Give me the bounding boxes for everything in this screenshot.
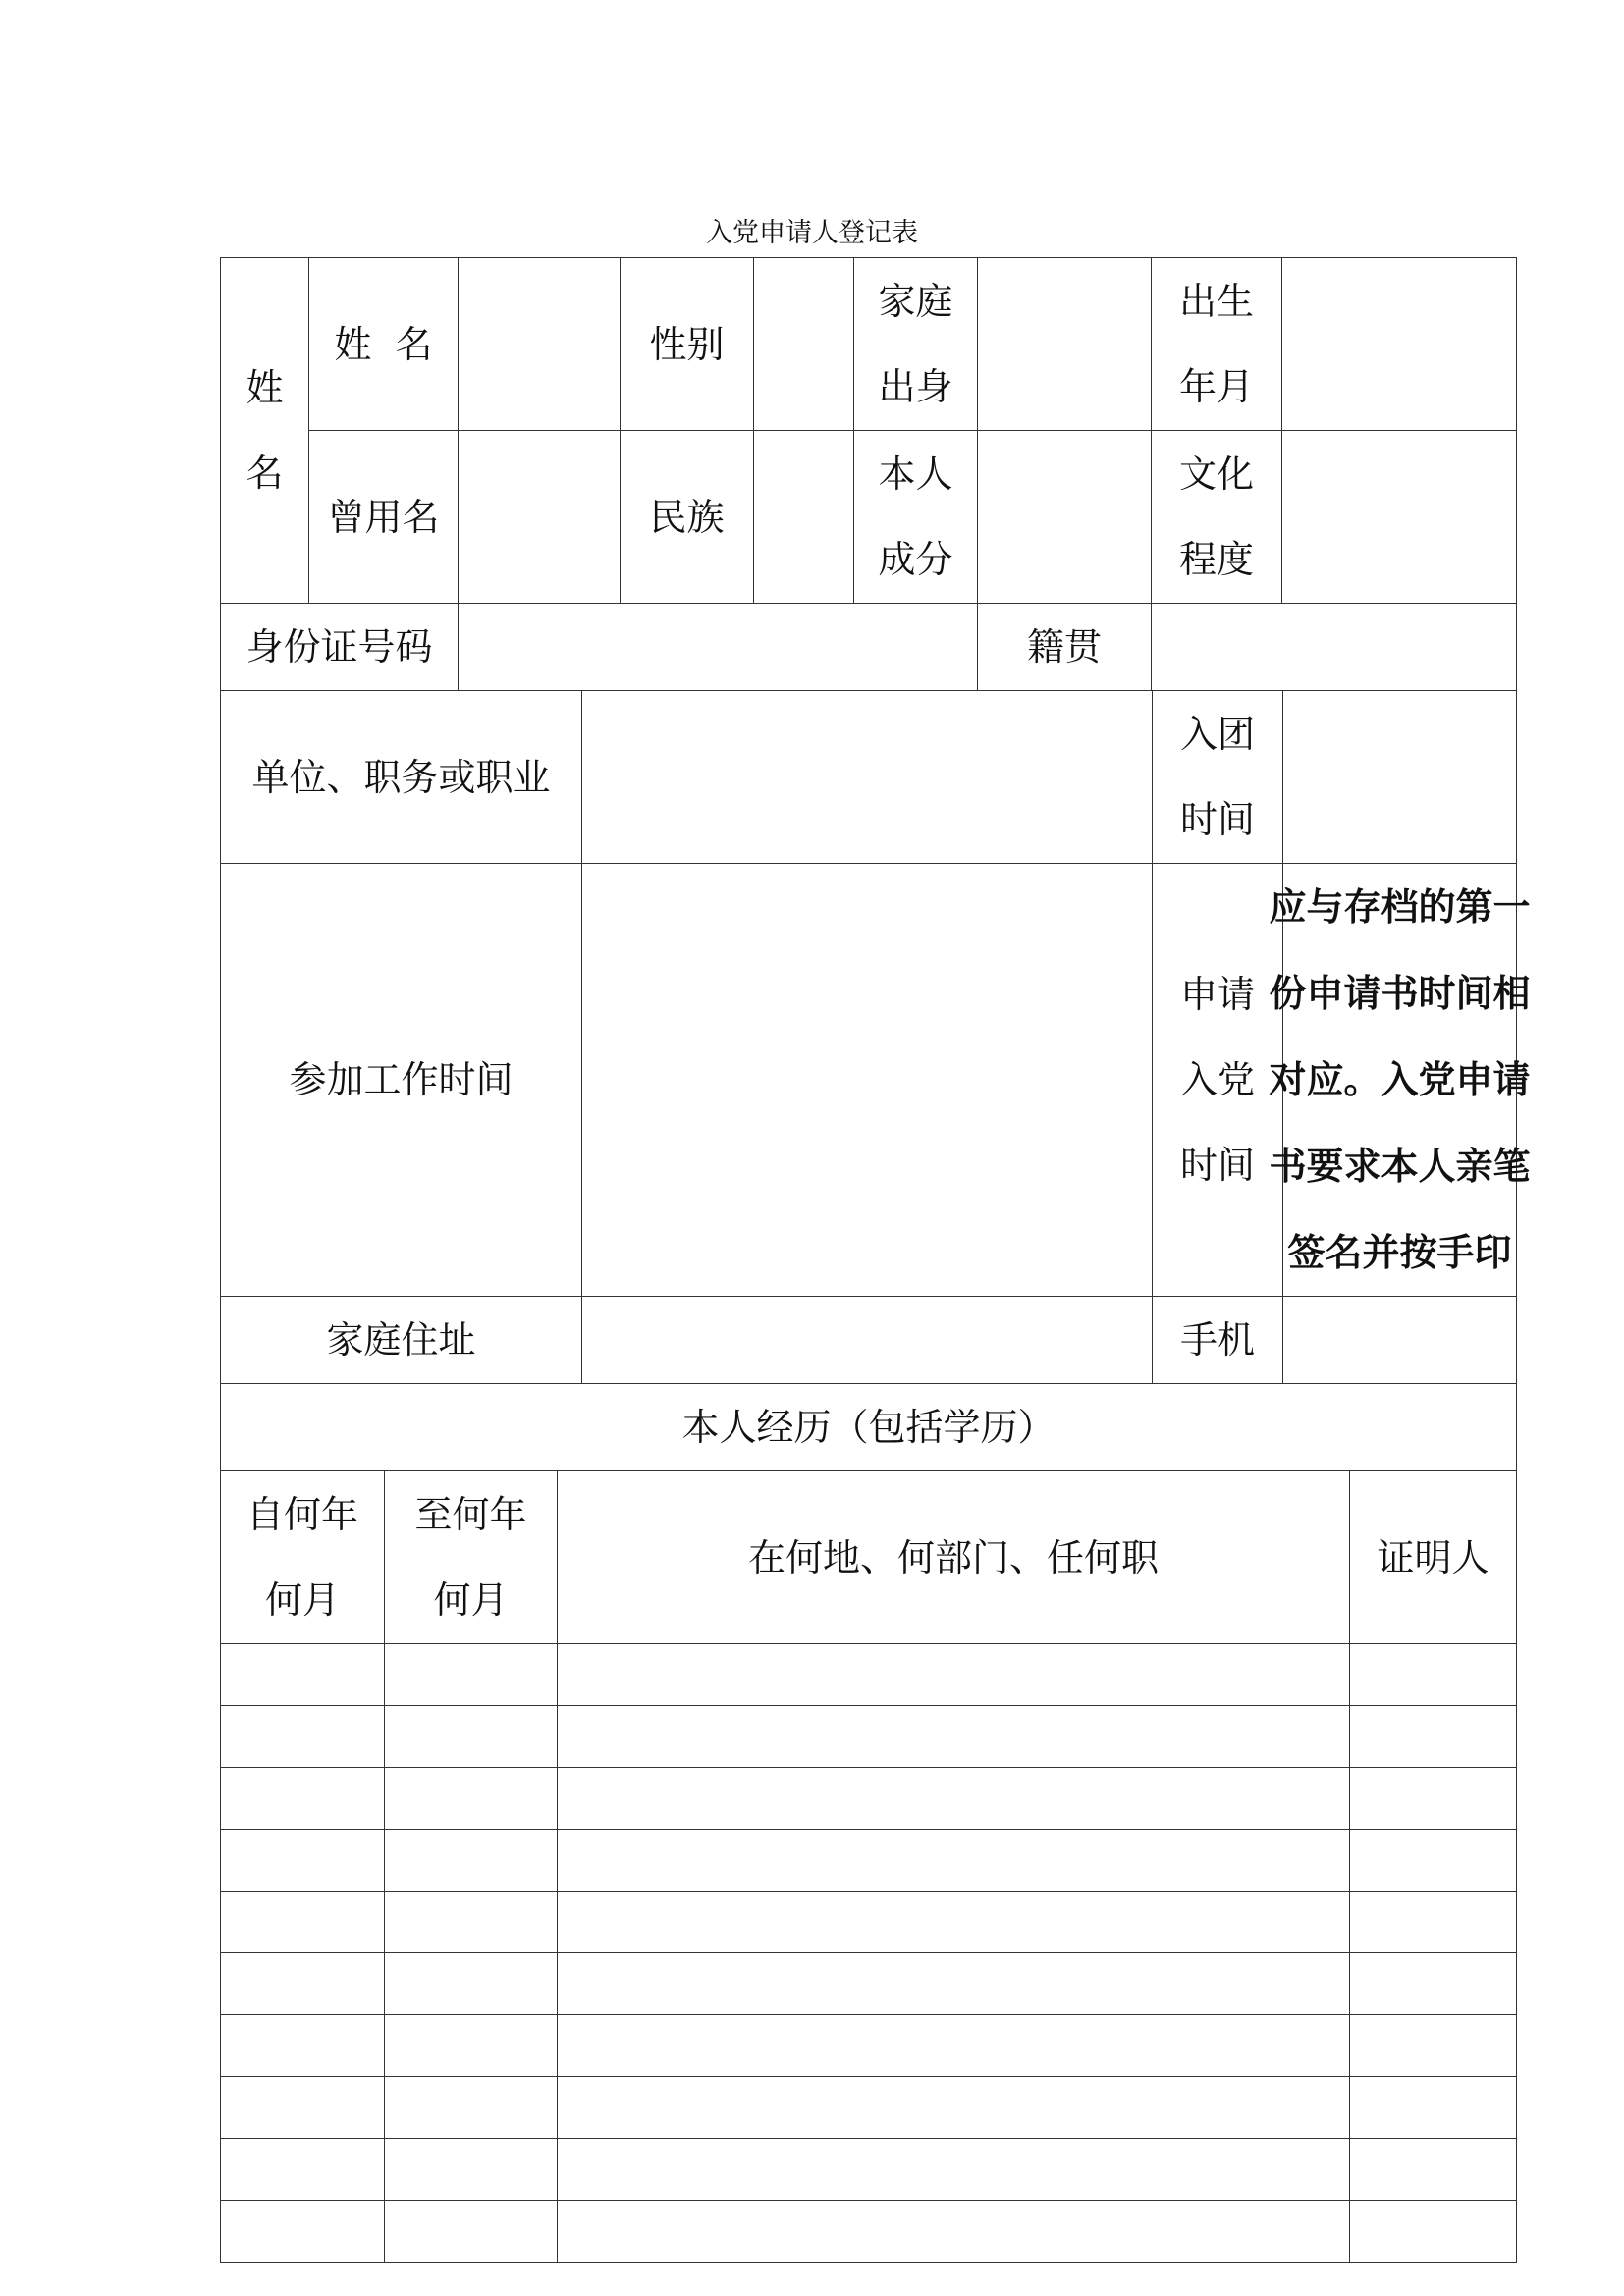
history-from-cell[interactable]	[221, 2201, 385, 2263]
history-from-cell[interactable]	[221, 1892, 385, 1953]
history-to-cell[interactable]	[385, 2201, 558, 2263]
family-origin-label: 家庭 出身	[854, 258, 978, 431]
work-info-table	[220, 690, 1531, 1471]
history-place-cell[interactable]	[558, 1953, 1350, 2015]
former-name-label: 曾用名	[309, 431, 459, 604]
history-witness-cell[interactable]	[1350, 2077, 1517, 2139]
history-row	[221, 2015, 1517, 2077]
history-table	[220, 1470, 1517, 2263]
history-heading: 本人经历（包括学历）	[221, 1384, 1517, 1471]
history-place-cell[interactable]	[558, 1768, 1350, 1830]
history-to-cell[interactable]	[385, 2077, 558, 2139]
history-to-cell[interactable]	[385, 1953, 558, 2015]
history-witness-cell[interactable]	[1350, 1953, 1517, 2015]
history-row	[221, 1892, 1517, 1953]
history-witness-cell[interactable]	[1350, 2015, 1517, 2077]
party-application-date-label: 申请 入党 时间	[1153, 864, 1283, 1297]
history-witness-cell[interactable]	[1350, 1768, 1517, 1830]
native-place-label: 籍贯	[978, 604, 1152, 691]
education-input[interactable]	[1282, 431, 1517, 604]
application-note: 应与存档的第一 份申请书时间相 对应。入党申请 书要求本人亲笔 签名并按手印	[1283, 864, 1517, 1297]
history-row	[221, 1706, 1517, 1768]
history-place-header: 在何地、何部门、任何职	[558, 1471, 1350, 1644]
history-from-cell[interactable]	[221, 1706, 385, 1768]
history-witness-cell[interactable]	[1350, 1830, 1517, 1892]
home-address-label: 家庭住址	[221, 1297, 582, 1384]
gender-input[interactable]	[754, 258, 854, 431]
gender-label: 性别	[621, 258, 754, 431]
history-to-cell[interactable]	[385, 2139, 558, 2201]
history-from-cell[interactable]	[221, 2139, 385, 2201]
history-to-cell[interactable]	[385, 2015, 558, 2077]
birth-date-input[interactable]	[1282, 258, 1517, 431]
history-witness-cell[interactable]	[1350, 1892, 1517, 1953]
name-input[interactable]	[459, 258, 621, 431]
history-witness-cell[interactable]	[1350, 2139, 1517, 2201]
history-place-cell[interactable]	[558, 1892, 1350, 1953]
history-place-cell[interactable]	[558, 2015, 1350, 2077]
native-place-input[interactable]	[1152, 604, 1517, 691]
id-number-input[interactable]	[459, 604, 978, 691]
history-to-cell[interactable]	[385, 1768, 558, 1830]
history-place-cell[interactable]	[558, 2139, 1350, 2201]
former-name-input[interactable]	[459, 431, 621, 604]
history-witness-cell[interactable]	[1350, 1644, 1517, 1706]
family-origin-input[interactable]	[978, 258, 1152, 431]
history-row	[221, 2139, 1517, 2201]
history-to-cell[interactable]	[385, 1892, 558, 1953]
history-place-cell[interactable]	[558, 1830, 1350, 1892]
home-address-input[interactable]	[582, 1297, 1153, 1384]
mobile-input[interactable]	[1283, 1297, 1517, 1384]
work-start-input[interactable]	[582, 864, 1153, 1297]
history-from-cell[interactable]	[221, 1830, 385, 1892]
employer-input[interactable]	[582, 691, 1153, 864]
history-row	[221, 1830, 1517, 1892]
ethnicity-input[interactable]	[754, 431, 854, 604]
history-to-cell[interactable]	[385, 1830, 558, 1892]
personal-status-input[interactable]	[978, 431, 1152, 604]
history-place-cell[interactable]	[558, 2201, 1350, 2263]
history-to-cell[interactable]	[385, 1644, 558, 1706]
history-witness-cell[interactable]	[1350, 2201, 1517, 2263]
personal-info-table	[220, 257, 1517, 691]
history-place-cell[interactable]	[558, 1644, 1350, 1706]
history-from-cell[interactable]	[221, 1768, 385, 1830]
history-to-header: 至何年 何月	[385, 1471, 558, 1644]
history-row	[221, 2201, 1517, 2263]
education-label: 文化 程度	[1152, 431, 1282, 604]
history-from-cell[interactable]	[221, 1644, 385, 1706]
work-start-label: 参加工作时间	[221, 864, 582, 1297]
history-from-cell[interactable]	[221, 2077, 385, 2139]
history-to-cell[interactable]	[385, 1706, 558, 1768]
history-row	[221, 1953, 1517, 2015]
employer-label: 单位、职务或职业	[221, 691, 582, 864]
name-label: 姓 名	[309, 258, 459, 431]
name-group-char-2: 名	[245, 451, 284, 495]
league-join-date-label: 入团 时间	[1153, 691, 1283, 864]
ethnicity-label: 民族	[621, 431, 754, 604]
mobile-label: 手机	[1153, 1297, 1283, 1384]
history-row	[221, 1768, 1517, 1830]
history-from-cell[interactable]	[221, 1953, 385, 2015]
id-number-label: 身份证号码	[221, 604, 459, 691]
document-title: 入党申请人登记表	[706, 218, 918, 248]
name-group-char-1: 姓	[245, 365, 284, 409]
history-place-cell[interactable]	[558, 1706, 1350, 1768]
history-place-cell[interactable]	[558, 2077, 1350, 2139]
history-witness-header: 证明人	[1350, 1471, 1517, 1644]
registration-form	[220, 257, 1531, 2263]
name-group-label	[221, 258, 309, 604]
history-from-cell[interactable]	[221, 2015, 385, 2077]
history-row	[221, 2077, 1517, 2139]
history-witness-cell[interactable]	[1350, 1706, 1517, 1768]
league-join-date-input[interactable]	[1283, 691, 1517, 864]
birth-date-label: 出生 年月	[1152, 258, 1282, 431]
history-row	[221, 1644, 1517, 1706]
personal-status-label: 本人 成分	[854, 431, 978, 604]
history-from-header: 自何年 何月	[221, 1471, 385, 1644]
